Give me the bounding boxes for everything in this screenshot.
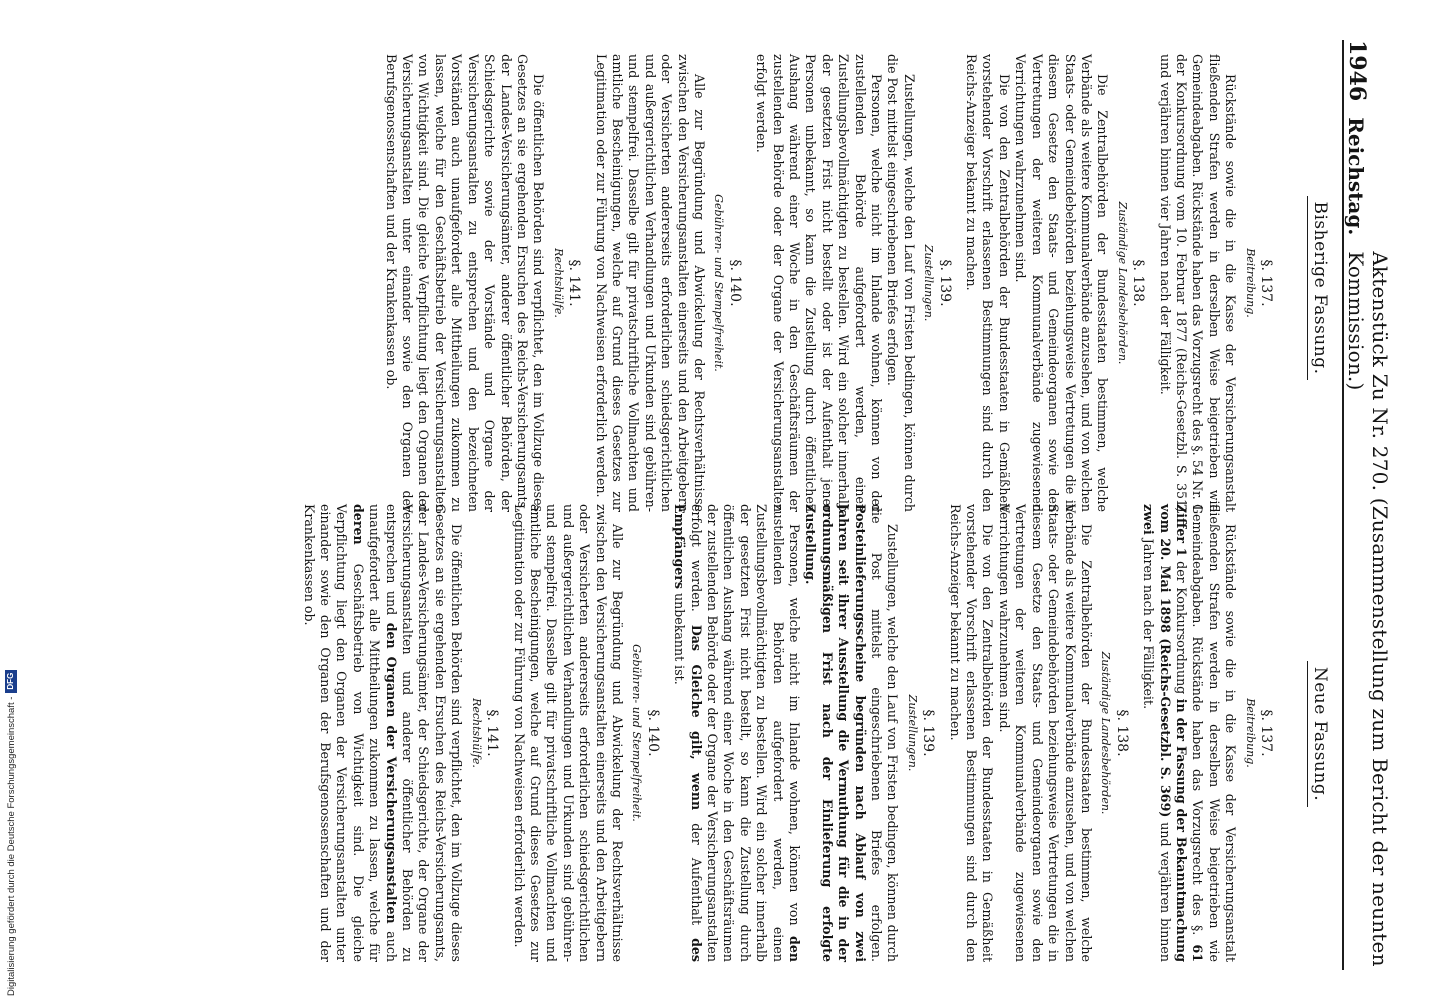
section-number: §. 141. bbox=[566, 259, 583, 307]
paragraph: Zustellungen, welche den Lauf von Fristen bedingen, können durch die Post mittelst eingeschriebenen Briefes erfolgen. bbox=[885, 54, 917, 512]
section-number: §. 140. bbox=[726, 259, 743, 307]
right-section-140 bbox=[510, 504, 661, 962]
left-section-140 bbox=[592, 54, 743, 512]
section-subtitle: Beitreibung. bbox=[1243, 698, 1257, 768]
amended-text: den Organen der Versicherungsanstalten bbox=[383, 622, 399, 924]
section-subtitle: Rechtshülfe. bbox=[551, 248, 565, 318]
amended-text: deren bbox=[350, 504, 366, 545]
digitization-text: Digitalisierung gefördert durch die Deutsche Forschungsgemeinschaft - bbox=[5, 696, 17, 996]
section-subtitle: Zuständige Landesbehörden. bbox=[1099, 651, 1113, 815]
right-section-141 bbox=[300, 504, 500, 962]
right-column-heading: Neue Fassung. bbox=[1310, 514, 1330, 954]
amended-text: zwei bbox=[1141, 504, 1157, 535]
paragraph: Die öffentlichen Behörden sind verpflichtet, den im Vollzuge dieses Gesetzes an sie ergehenden Ersuchen des Reichs-Versicherungsamts, der Landes-Versicherungsämter, der Schiedsgerichte, der Organe der Versicherungsanstalten und anderer öffentlicher Behörden zu entsprechen und den Organen der Versicherungsanstalten auch unaufgefordert alle Mittheilungen zukommen zu lassen, welche für deren Geschäftsbetrieb von Wichtigkeit sind. Die gleiche Verpflichtung liegt den Organen der Versicherungsanstalten unter einander sowie den Organen der Berufsgenossenschaften und der Krankenkassen ob. bbox=[301, 504, 465, 963]
left-section-137 bbox=[1156, 54, 1274, 512]
section-subtitle: Beitreibung. bbox=[1243, 248, 1257, 318]
header-institution: Reichstag. bbox=[1344, 117, 1368, 236]
paragraph: Die von den Zentralbehörden der Bundesstaaten in Gemäßheit vorstehender Vorschrift erlassenen Bestimmungen sind durch den Reichs-Anzeiger bekannt zu machen. bbox=[964, 54, 1012, 512]
right-section-139 bbox=[671, 504, 937, 962]
section-subtitle: Zuständige Landesbehörden. bbox=[1115, 201, 1129, 365]
right-section-138 bbox=[946, 504, 1129, 962]
paragraph: Die von den Zentralbehörden der Bundesstaaten in Gemäßheit vorstehender Vorschrift erlassenen Bestimmungen sind durch den Reichs-Anzeiger bekannt zu machen. bbox=[947, 504, 996, 962]
section-subtitle: Gebühren- und Stempelfreiheit. bbox=[630, 644, 644, 822]
paragraph: Personen, welche nicht im Inlande wohnen, können von den zustellenden Behörden aufgefordert werden, einen Zustellungsbevollmächtigten zu bestellen. Wird ein solcher innerhalb der gesetzten Frist nicht bestellt, so kann die Zustellung durch öffentlichen Aushang während einer Woche in den Geschäftsräumen der zustellenden Behörde oder der Organe der Versicherungsanstalten erfolgt werden. Das Gleiche gilt, wenn der Aufenthalt des Empfängers unbekannt ist. bbox=[672, 504, 803, 962]
section-number: §. 141. bbox=[484, 709, 501, 757]
paragraph: Zustellungen, welche den Lauf von Fristen bedingen, können durch die Post mittelst eingeschriebenen Briefes erfolgen. Posteinlieferungsscheine begründen nach Ablauf von zwei Jahren seit ihrer Ausstellung die Vermuthung für die in der ordnungsmäßigen Frist nach der Einlieferung erfolgte Zustellung. bbox=[803, 504, 901, 962]
left-column-heading: Bisherige Fassung. bbox=[1310, 68, 1330, 508]
page-number: 1946 bbox=[1344, 40, 1370, 102]
section-subtitle: Gebühren- und Stempelfreiheit. bbox=[712, 194, 726, 372]
paragraph: Rückstände sowie die in die Kasse der Versicherungsanstalt fließenden Strafen werden in derselben Weise beigetrieben wie Gemeindeabgaben. Rückstände haben das Vorzugsrecht des §. 61 Ziffer 1 der Konkursordnung in der Fassung der Bekanntmachung vom 20. Mai 1898 (Reichs-Gesetzbl. S. 369) und verjähren binnen zwei Jahren nach der Fälligkeit. bbox=[1141, 504, 1239, 963]
paragraph: Personen, welche nicht im Inlande wohnen, können von der zustellenden Behörde aufgefordert werden, einen Zustellungsbevollmächtigten zu bestellen. Wird ein solcher innerhalb der gesetzten Frist nicht bestellt oder ist der Aufenthalt jener Personen unbekannt, so kann die Zustellung durch öffentlichen Aushang während einer Woche in den Geschäftsräumen der zustellenden Behörde oder der Organe der Versicherungsanstalten erfolgt werden. bbox=[754, 54, 885, 512]
amended-text: 61 Ziffer 1 bbox=[1173, 504, 1206, 962]
right-section-137 bbox=[1140, 504, 1274, 962]
paragraph: Die öffentlichen Behörden sind verpflichtet, den im Vollzuge dieses Gesetzes an sie ergehenden Ersuchen des Reichs-Versicherungsamts, der Landes-Versicherungsämter, anderer öffentlicher Behörden, der Schiedsgerichte sowie der Vorstände und Organe der Versicherungsanstalten zu entsprechen und den bezeichneten Vorständen auch unaufgefordert alle Mittheilungen zukommen zu lassen, welche für den Geschäftsbetrieb der Versicherungsanstalten von Wichtigkeit sind. Die gleiche Verpflichtung liegt den Organen der Versicherungsanstalten unter einander sowie den Organen der Berufsgenossenschaften und der Krankenkassen ob. bbox=[383, 54, 547, 512]
section-number: §. 138. bbox=[1113, 709, 1130, 757]
amended-text: den bbox=[787, 936, 803, 962]
section-number: §. 137. bbox=[1258, 259, 1274, 307]
paragraph: Alle zur Begründung und Abwickelung der Rechtsverhältnisse zwischen den Versicherungsanstalten einerseits und den Arbeitgebern oder Versicherten andererseits erforderlichen schiedsgerichtlichen und außergerichtlichen Verhandlungen und Urkunden sind gebühren- und stempelfrei. Dasselbe gilt für privatschriftliche Vollmachten und amtliche Bescheinigungen, welche auf Grund dieses Gesetzes zur Legitimation oder zur Führung von Nachweisen erforderlich werden. bbox=[593, 54, 707, 512]
section-subtitle: Rechtshülfe. bbox=[469, 698, 483, 768]
left-section-138 bbox=[963, 54, 1146, 512]
amended-text: Das Gleiche gilt, wenn bbox=[688, 624, 704, 811]
paragraph: Die Zentralbehörden der Bundesstaaten bestimmen, welche Verbände als weitere Kommunalverbände anzusehen, und von welchen Staats- oder Gemeindebehörden beziehungsweise Vertretungen die in diesem Gesetze den Staats- und Gemeindeorganen sowie den Vertretungen der weiteren Kommunalverbände zugewiesenen Verrichtungen wahrzunehmen sind. bbox=[1013, 54, 1111, 512]
section-subtitle: Zustellungen. bbox=[905, 694, 919, 772]
section-number: §. 139. bbox=[920, 709, 937, 757]
paragraph: Die Zentralbehörden der Bundesstaaten bestimmen, welche Verbände als weitere Kommunalverbände anzusehen, und von welchen Staats- oder Gemeindebehörden beziehungsweise Vertretungen die in diesem Gesetze den Staats- und Gemeindeorganen sowie den Vertretungen der weiteren Kommunalverbände zugewiesenen Verrichtungen wahrzunehmen sind. bbox=[996, 504, 1094, 962]
paragraph: Alle zur Begründung und Abwickelung der Rechtsverhältnisse zwischen den Versicherungsanstalten einerseits und den Arbeitgebern oder Versicherten andererseits erforderlichen schiedsgerichtlichen und außergerichtlichen Verhandlungen und Urkunden sind gebühren- und stempelfrei. Dasselbe gilt für privatschriftliche Vollmachten und amtliche Bescheinigungen, welche auf Grund dieses Gesetzes zur Legitimation oder zur Führung von Nachweisen erforderlich werden. bbox=[511, 504, 625, 962]
amended-text: in der Fassung der Bekanntmachung vom 20. Mai 1898 (Reichs-Gesetzbl. S. 369) bbox=[1157, 504, 1189, 963]
section-number: §. 137. bbox=[1258, 709, 1274, 757]
paragraph: Rückstände sowie die in die Kasse der Versicherungsanstalt fließenden Strafen werden in derselben Weise beigetrieben wie Gemeindeabgaben. Rückstände haben das Vorzugsrecht des §. 54 Nr. 1 der Konkursordnung vom 10. Februar 1877 (Reichs-Gesetzbl. S. 351) und verjähren binnen vier Jahren nach der Fälligkeit. bbox=[1157, 54, 1239, 512]
section-number: §. 140. bbox=[644, 709, 661, 757]
section-number: §. 138. bbox=[1130, 259, 1147, 307]
header-title: Aktenstück Zu Nr. 270. (Zusammenstellung zum Bericht der neunten Kommission.) bbox=[1344, 251, 1392, 967]
right-column bbox=[298, 504, 1284, 962]
section-subtitle: Zustellungen. bbox=[922, 244, 936, 322]
left-section-141 bbox=[382, 54, 582, 512]
amended-text: des Empfängers bbox=[672, 504, 704, 962]
left-section-139 bbox=[753, 54, 953, 512]
section-number: §. 139. bbox=[936, 259, 953, 307]
page-header bbox=[1342, 40, 1392, 970]
left-column bbox=[380, 54, 1284, 512]
amended-text: Posteinlieferungsscheine begründen nach Ablauf von zwei Jahren seit ihrer Ausstellung die Vermuthung für die in der ordnungsmäßigen Frist nach der Einlieferung erfolgte Zustellung. bbox=[803, 504, 868, 962]
digitization-note bbox=[4, 596, 18, 996]
dfg-logo: DFG bbox=[5, 670, 17, 693]
